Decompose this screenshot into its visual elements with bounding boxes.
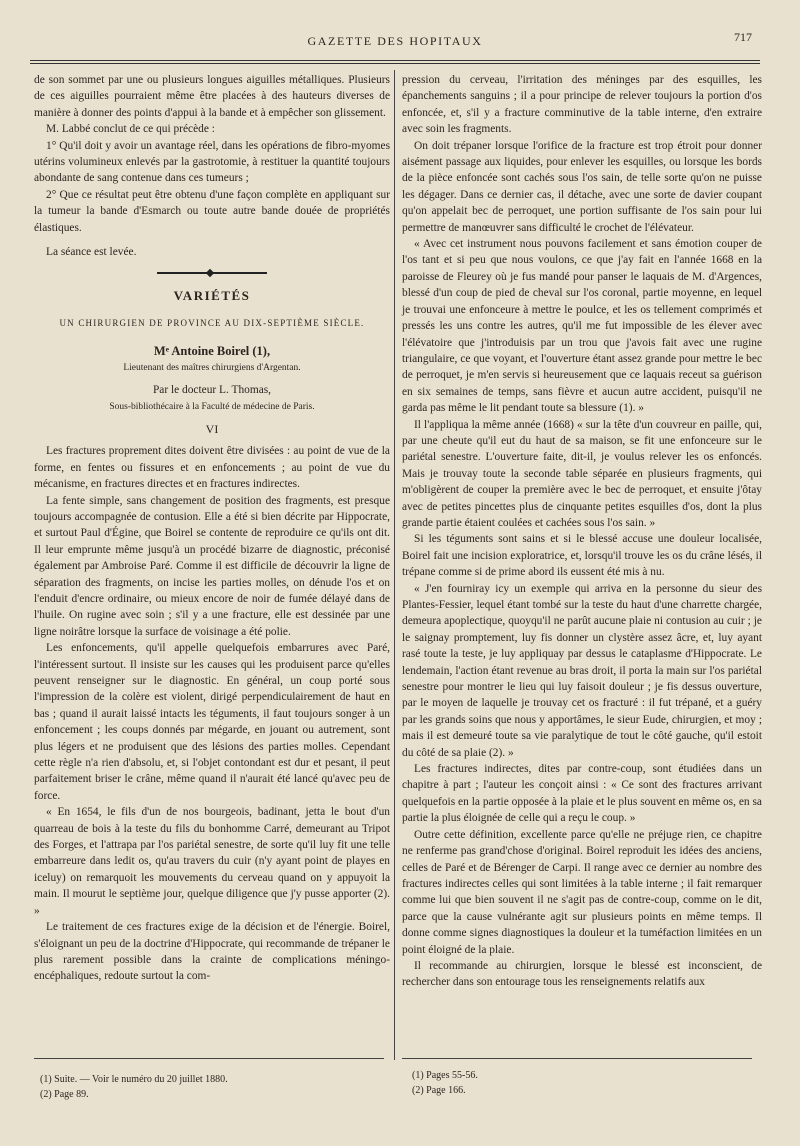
article-subtitle: UN CHIRURGIEN DE PROVINCE AU DIX-SEPTIÈME SIÈCLE. [59, 317, 365, 328]
paragraph: « Avec cet instrument nous pouvons facilement et sans émotion couper de l'os tant et si peu que nous voulons, ce que j'ay fait en l'année 1668 en la paroisse de Fleurey où je fus mandé pour panser le laquais de M. d'Argences, blessé d'un coup de pied de cheval sur l'os coronal, partie moyenne, en lequel je trouvai une enfonceure à mettre le poulce, et les os tellement comprimés et pressés les uns contre les autres, qu'il me fut impossible de les élever avec l'élévatoire que j'introduisis par un trou que j'avois fait avec une rugine triangulaire, ce que voyant, et l'ouverture étant assez grande pour mettre le bec de perroquet, je m'en servis si heureusement que ce laquais receut sa guérison en six semaines de temps, sans fièvre et aucun autre accident, puisqu'il ne garda pas même le lit pendant toute sa blessure (1). » [402, 238, 762, 415]
header-rule [30, 60, 760, 64]
right-column [402, 72, 762, 991]
chapter-numeral: VI [205, 421, 219, 436]
paragraph: La séance est levée. [46, 246, 137, 259]
paragraph: Les enfoncements, qu'il appelle quelquefois embarrures avec Paré, l'intéressent surtout. Il insiste sur les causes qui les produisent parce qu'elles peuvent renseigner sur le diagnostic. En général, un coup porté sous l'impression de la colère est violent, dirigé perpendiculairement de haut en bas ; quand il aurait laissé intacts les téguments, il faut toujours songer à un enfoncement ; les coups donnés par mégarde, en jouant ou autrement, sont plus légers et ne produisent que des lésions des parties molles. Cependant cette règle n'a rien d'absolu, et, si l'objet contondant est dur et pesant, il peut parfaitement briser le crâne, même quand il n'aurait été lancé qu'avec peu de force. [34, 642, 390, 802]
section-ornament [157, 270, 267, 276]
paragraph: Outre cette définition, excellente parce qu'elle ne préjuge rien, ce chapitre ne renferme pas grand'chose d'original. Boirel reproduit les idées des anciens, celles de Paré et de Bérenger de Carpi. Il range avec ce dernier au nombre des fractures indirectes celles qui sont limitées à la table interne ; il fait remarquer comme lui que bien souvent il ne s'agit pas de contre-coup, comme on le dit, parce que la cause vulnérante agit sur plusieurs points en même temps. Il donne comme signes diagnostiques la douleur et la tuméfaction limitées en un point éloigné de la plaie. [402, 828, 762, 956]
paragraph: 2° Que ce résultat peut être obtenu d'une façon complète en appliquant sur la tumeur la bande d'Esmarch ou toute autre bande douée de propriétés élastiques. [34, 188, 390, 234]
section-title: VARIÉTÉS [173, 288, 251, 304]
footnote: (1) Suite. — Voir le numéro du 20 juillet 1880. [40, 1074, 228, 1085]
paragraph: On doit trépaner lorsque l'orifice de la fracture est trop étroit pour donner aisément passage aux liquides, pour enlever les esquilles, ou lorsque les bords de la pièce enfoncée sont cachés sous l'os sain, de telle sorte qu'on ne puisse les dégager. Dans ce dernier cas, il détache, avec une sorte de davier coupant qu'on appelait bec de perroquet, une portion suffisante de l'os sain pour lui permettre de manœuvrer sans difficulté le crochet de l'élévateur. [402, 139, 762, 234]
paragraph: « J'en fourniray icy un exemple qui arriva en la personne du sieur des Plantes-Fessier, lequel étant tombé sur la teste du haut d'une charrette chargée, demeura apoplectique, quoyqu'il ne parût aucune plaie ni contusion au cuir ; je le saignay promptement, luy fis donner un clystère assez âcre, et, luy ayant rasé toute la teste, je luy appliquay par dessus le cataplasme d'Hippocrate. Le lendemain, l'action étant revenue au bras droit, il porta la main sur l'os pariétal senestre pour montrer le lieu qui luy faisoit douleur ; je fis dessus ouverture, par le moyen de laquelle je trouvay cet os fracturé : il fut trépané, et a guéry par les grands soins que nous y apportâmes, le sieur Eude, chirurgien, et moy ; mais il est demeuré toute sa vie paralytique de tout le côté gauche, qu'il estoit du côté de sa plaie (2). » [402, 582, 762, 759]
footnote-rule-left [34, 1058, 384, 1059]
paragraph: de son sommet par une ou plusieurs longues aiguilles métalliques. Plusieurs de ces aiguilles pourraient même être placées à des hauteurs diverses de manière à donner des points d'appui à la bande et à empêcher son glissement. [34, 74, 390, 119]
paragraph: pression du cerveau, l'irritation des méninges par des esquilles, les épanchements sanguins ; il a pour principe de relever toujours la portion d'os enfoncée, et, s'il y a fracture comminutive de la table interne, d'en extraire avec soin les fragments. [402, 74, 762, 136]
paragraph: Les fractures proprement dites doivent être divisées : au point de vue de la forme, en fentes ou fissures et en enfoncements ; au point de vue du mécanisme, en fractures directes et en fractures indirectes. [34, 445, 390, 491]
subject-role: Lieutenant des maîtres chirurgiens d'Argentan. [123, 362, 301, 373]
journal-title: GAZETTE DES HOPITAUX [307, 34, 483, 48]
author-role: Sous-bibliothécaire à la Faculté de médecine de Paris. [109, 401, 315, 412]
column-divider [394, 70, 395, 1060]
paragraph: Le traitement de ces fractures exige de la décision et de l'énergie. Boirel, s'éloignant un peu de la doctrine d'Hippocrate, qui recommande de trépaner le plus rarement possible dans la crainte de complications méningo-encéphaliques, redoute surtout la com- [34, 921, 390, 983]
paragraph: Il l'appliqua la même année (1668) « sur la tête d'un couvreur en paille, qui, par une cheute qu'il eut du haut de sa maison, se fit une enfonceure sur le pariétal senestre. L'ouverture faite, dit-il, je voulus relever les os enfoncés. Mais je trouvay toute la seconde table séparée en plusieurs fragments, qui m'obligèrent de couper la première avec le bec de perroquet, et ensuite j'ôtay avec de petites pincettes plus de cinquante petites esquilles d'os, dont la plus grande partie étaient coulées et cachées sous l'os sain. » [402, 418, 762, 529]
article-author: Par le docteur L. Thomas, [152, 384, 272, 397]
paragraph: Si les téguments sont sains et si le blessé accuse une douleur localisée, Boirel fait une incision exploratrice, et, lorsqu'il trouve les os du crâne lésés, il trépane comme si de prime abord ils eussent été mis à nu. [402, 533, 762, 579]
article-subject: Mᵉ Antoine Boirel (1), [153, 344, 271, 359]
footnote: (2) Page 89. [40, 1089, 89, 1100]
left-column [34, 72, 390, 985]
footnote: (2) Page 166. [412, 1085, 466, 1096]
paragraph: Il recommande au chirurgien, lorsque le blessé est inconscient, de rechercher dans son entourage tous les renseignements relatifs aux [402, 959, 762, 989]
page-header [30, 22, 760, 62]
paragraph: M. Labbé conclut de ce qui précède : [46, 123, 215, 136]
paragraph: Les fractures indirectes, dites par contre-coup, sont étudiées dans un chapitre à part ; l'auteur les conçoit ainsi : « Ce sont des fractures arrivant quelquefois en la partie opposée à la plaie et le plus souvent en même os, en sa partie la plus éloignée de celle qui a reçu le coup. » [402, 763, 762, 825]
page-number: 717 [734, 30, 752, 44]
paragraph: La fente simple, sans changement de position des fragments, est presque toujours accompagnée de contusion. Elle a été si bien décrite par Hippocrate, et surtout Paul d'Égine, que Boirel se contente de reproduire ce qu'ils ont dit. Il leur emprunte même jusqu'à un procédé bizarre de diagnostic, préconisé également par Ambroise Paré. Comme il est difficile de découvrir la ligne de séparation des fragments, on incise les parties molles, on dénude l'os et on l'enduit d'encre ordinaire, ou mieux encore de noir de fumée délayé dans de l'huile. On rugine avec soin ; s'il y a une fracture, elle est dessinée par une ligne noirâtre lorsque la surface de voisinage a été polie. [34, 494, 390, 638]
paragraph: 1° Qu'il doit y avoir un avantage réel, dans les opérations de fibro-myomes utérins volumineux enlevés par la gastrotomie, à restituer la quantité toujours abondante de sang contenue dans ces tumeurs ; [34, 139, 390, 185]
paragraph: « En 1654, le fils d'un de nos bourgeois, badinant, jetta le bout d'un quarreau de bois à la teste du fils du bonhomme Carré, demeurant au Tripot des Forges, et l'attrapa par l'os pariétal senestre, de sorte qu'il luy fit une telle embarreure dans ledit os, qu'au travers du cuir (n'y ayant point de playes en iceluy) on remarquoit les mouvements du cerveau quand on y appuyoit la main. Il mourut le septième jour, quelque diligence que j'y pusse apporter (2). » [34, 806, 390, 917]
footnote-rule-right [402, 1058, 752, 1059]
footnote: (1) Pages 55-56. [412, 1070, 478, 1081]
